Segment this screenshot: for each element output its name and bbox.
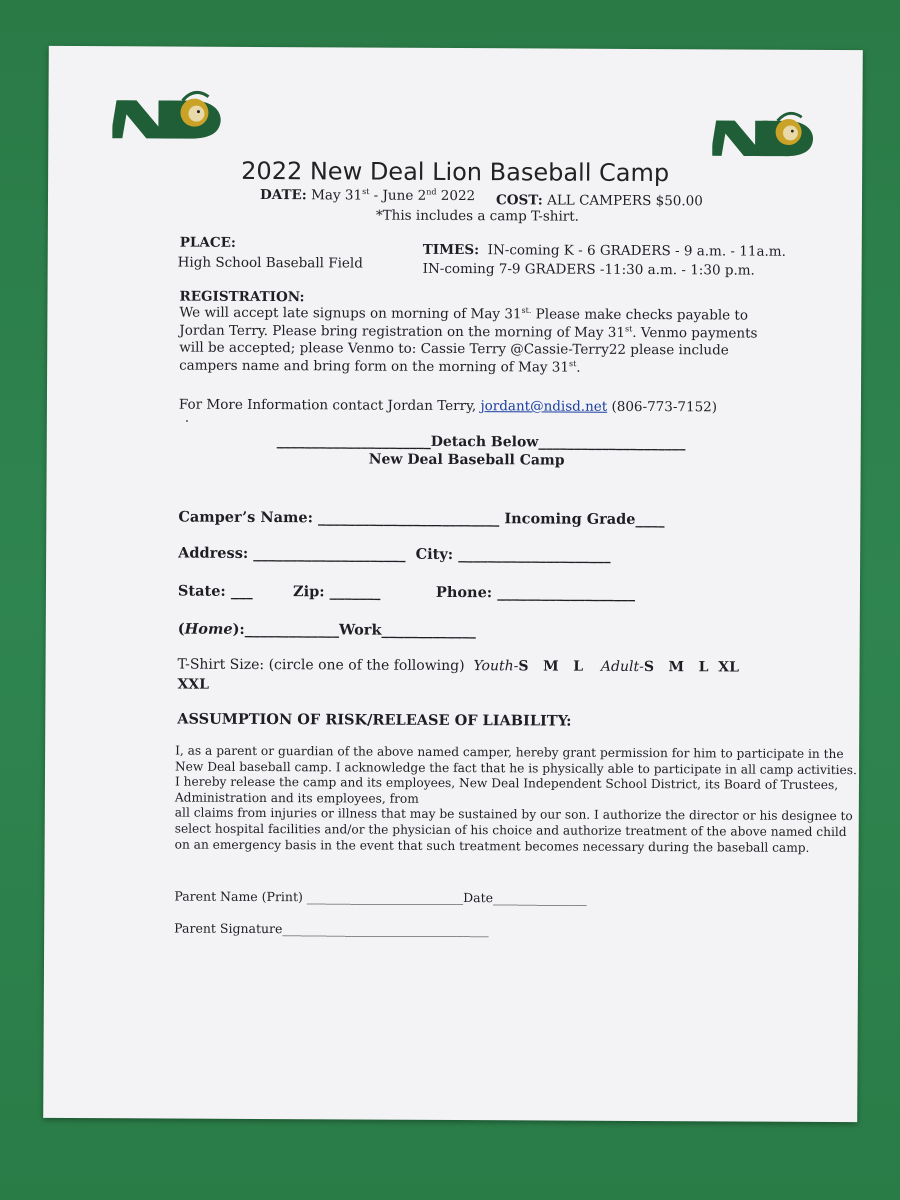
date-sep: - June 2 — [369, 187, 427, 204]
cost-line — [496, 192, 703, 209]
date-start: May 31 — [311, 187, 363, 204]
home-label: Home — [184, 620, 233, 638]
date-field[interactable]: _______________ — [493, 890, 587, 906]
campers-name-label: Camper’s Name: — [178, 508, 314, 527]
date-label: DATE: — [259, 186, 307, 204]
form-row-state — [178, 583, 635, 602]
form-row-name — [178, 509, 664, 529]
address-label: Address: — [178, 544, 249, 562]
reg-part-3: . Venmo payments will be accepted; please Venmo to: Cassie Terry @Cassie-Terry22 please include campers name and bring form on the morning of May 31 — [179, 324, 758, 376]
reg-part-2: Please make checks payable to Jordan Terry. Please bring registration on the morning of May 31 — [179, 306, 749, 341]
detach-line: ______________________Detach Below_____________________ — [276, 433, 686, 452]
contact-text: For More Information contact Jordan Terry, — [178, 396, 477, 415]
registration-label: REGISTRATION: — [179, 288, 305, 306]
city-label: City: — [415, 545, 454, 564]
address-field[interactable]: _____________________ — [253, 544, 406, 563]
reg-part-1: We will accept late signups on morning of May 31 — [179, 304, 522, 323]
release-text-1: I, as a parent or guardian of the above named camper, hereby grant permission for him to participate in the New Deal baseball camp. I acknowledge the fact that he is physically able to participate in all camp activities. I hereby release the camp and its employees, New Deal Independent School District, its Board of Trustees, Administration and its employees, from — [174, 743, 857, 806]
parent-name-line — [174, 889, 587, 906]
release-heading: ASSUMPTION OF RISK/RELEASE OF LIABILITY: — [177, 710, 572, 730]
times-value-1: IN-coming K - 6 GRADERS - 9 a.m. - 11a.m. — [487, 242, 786, 260]
times-line-2: IN-coming 7-9 GRADERS -11:30 a.m. - 1:30 p.m. — [422, 260, 755, 279]
parent-signature-label: Parent Signature — [174, 920, 283, 937]
nd-lion-logo-left — [112, 86, 226, 147]
place-value: High School Baseball Field — [177, 254, 363, 272]
reg-sup-3: st — [568, 358, 577, 368]
detach-subtitle: New Deal Baseball Camp — [368, 451, 565, 469]
incoming-grade-field[interactable]: ____ — [635, 510, 665, 529]
release-body — [175, 744, 866, 857]
phone-label: Phone: — [435, 583, 493, 602]
release-text-2: all claims from injuries or illness that may be sustained by our son. I authorize the director or his designee to select hospital facilities and/or the physician of his choice and authorize treatment of the above named child on an emergency basis in the event that such treatment becomes necessary during the baseball camp. — [174, 805, 853, 855]
reg-part-4: . — [576, 359, 581, 376]
contact-email-link[interactable]: jordant@ndisd.net — [480, 398, 608, 415]
parent-signature-line — [174, 921, 489, 938]
campers-name-field[interactable]: _________________________ — [318, 509, 500, 528]
place-label: PLACE: — [179, 234, 236, 251]
home-field[interactable]: _____________ — [244, 620, 340, 639]
date-year: 2022 — [436, 187, 476, 205]
cost-value: ALL CAMPERS $50.00 — [547, 192, 703, 210]
date-field-label: Date — [463, 890, 494, 906]
parent-name-field[interactable]: _________________________ — [306, 889, 464, 906]
nd-lion-logo-right — [712, 107, 818, 164]
page-title: 2022 New Deal Lion Baseball Camp — [241, 156, 670, 188]
size-xxl[interactable]: XXL — [177, 676, 210, 693]
city-field[interactable]: _____________________ — [458, 546, 611, 564]
reg-sup-1: st. — [521, 305, 532, 315]
date-start-sup: st — [362, 187, 370, 197]
zip-label: Zip: — [292, 583, 325, 601]
zip-field[interactable]: _______ — [329, 583, 381, 601]
date-line — [260, 187, 475, 204]
cost-label: COST: — [495, 192, 543, 209]
contact-phone: (806-773-7152) — [611, 398, 718, 416]
work-label: Work — [339, 621, 382, 639]
phone-field[interactable]: ___________________ — [497, 584, 636, 602]
times-line-1: TIMES: IN-coming K - 6 GRADERS - 9 a.m. - 11a.m. — [422, 241, 786, 260]
reg-sup-2: st — [624, 323, 633, 333]
contact-line — [179, 397, 717, 416]
parent-name-label: Parent Name (Print) — [174, 888, 303, 905]
date-end-sup: nd — [426, 187, 437, 197]
state-label: State: — [177, 582, 226, 600]
adult-label: Adult- — [600, 658, 644, 676]
adult-sizes[interactable]: S M L XL — [643, 659, 740, 676]
tshirt-note: *This includes a camp T-shirt. — [375, 207, 580, 225]
state-field[interactable]: ___ — [230, 582, 253, 600]
tshirt-size-label: T-Shirt Size: (circle one of the following) — [177, 656, 465, 675]
form-row-address — [178, 545, 610, 564]
camp-flyer-sheet — [43, 46, 863, 1122]
registration-body — [179, 305, 779, 378]
incoming-grade-label: Incoming Grade — [504, 510, 636, 528]
youth-sizes[interactable]: S M L — [518, 658, 584, 675]
form-row-home-work: (Home):_____________Work_____________ — [177, 620, 476, 640]
detach-label: Detach Below — [430, 433, 539, 451]
stray-dot: . — [184, 410, 190, 426]
youth-label: Youth- — [473, 658, 519, 675]
work-field[interactable]: _____________ — [381, 621, 476, 640]
times-label: TIMES — [422, 241, 475, 259]
tshirt-size-line — [178, 657, 739, 676]
parent-signature-field[interactable]: _________________________________ — [282, 921, 489, 938]
